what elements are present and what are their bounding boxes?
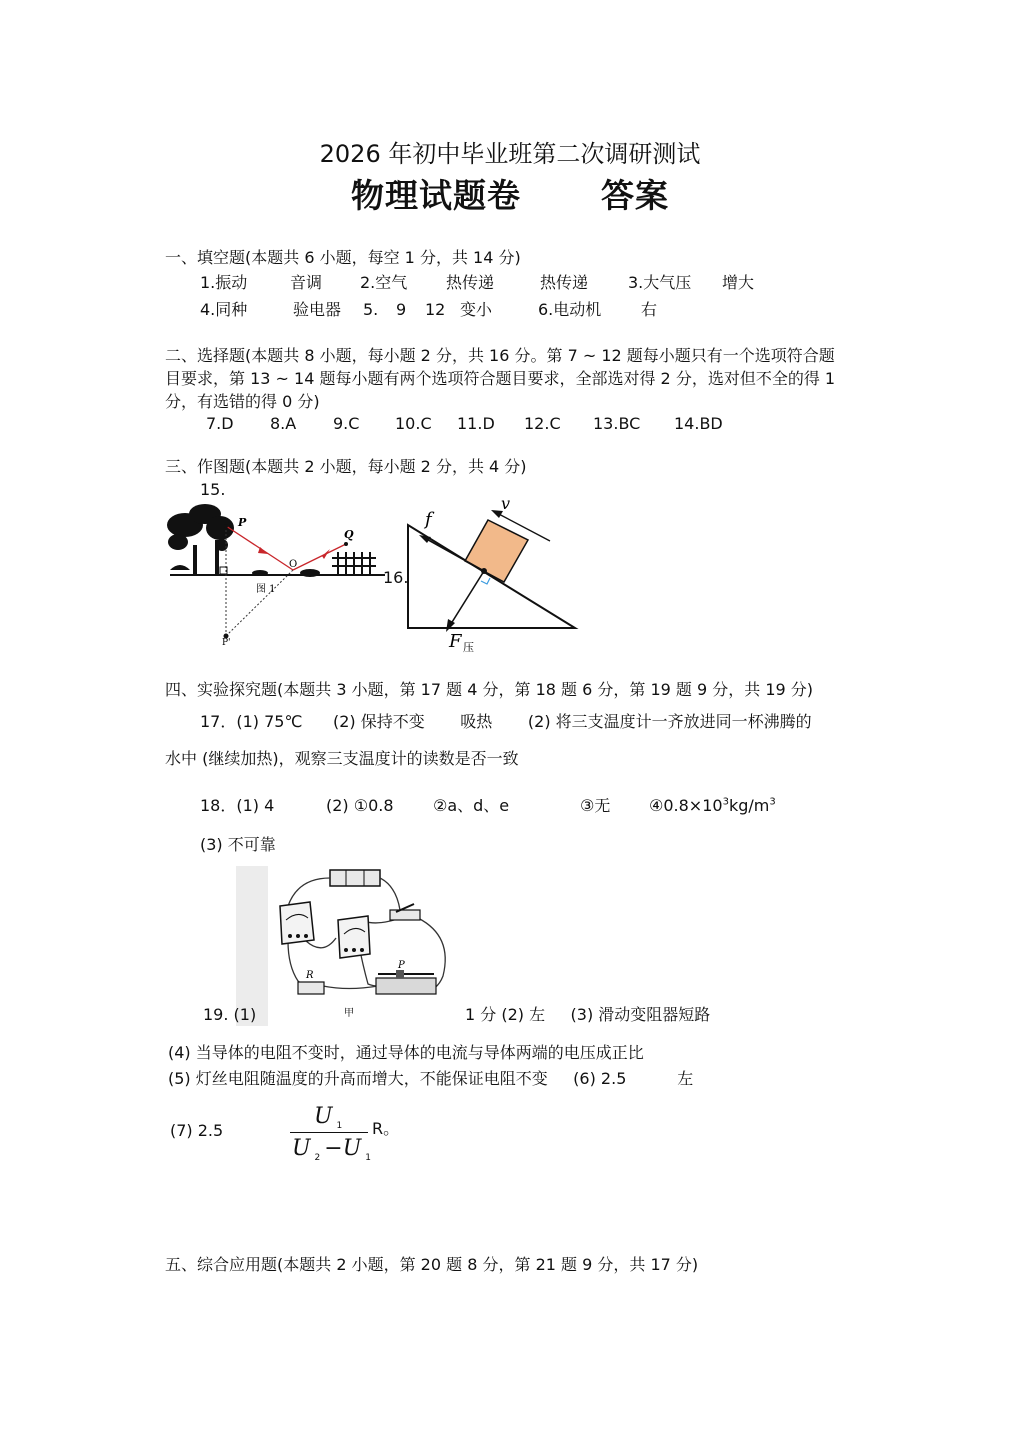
q18-part2c: ③无 <box>580 796 611 815</box>
formula-denominator: U $_2$ −U $_1$ <box>292 1136 371 1164</box>
section2-heading-line1: 二、选择题(本题共 8 小题，每小题 2 分，共 16 分。第 7 ~ 12 题每小题只有一个选项符合题 <box>165 346 835 365</box>
question-number: 15. <box>200 480 226 499</box>
block-fill <box>465 520 528 582</box>
choice-answer: 11.D <box>457 414 495 433</box>
section2-heading-line2: 目要求，第 13 ~ 14 题每小题有两个选项符合题目要求，全部选对得 2 分，选对但不全的得 1 <box>165 369 836 388</box>
section4-heading: 四、实验探究题(本题共 3 小题，第 17 题 4 分，第 18 题 6 分，第 19 题 9 分，共 19 分) <box>165 680 814 699</box>
label-v: v <box>501 495 511 513</box>
q19-part4: (4) 当导体的电阻不变时，通过导体的电流与导体两端的电压成正比 <box>168 1043 644 1062</box>
q18-part1: 18．(1) 4 <box>200 796 275 815</box>
answer-item: 9 <box>396 300 407 319</box>
answer-item: 2.空气 <box>360 273 408 292</box>
label-p-prime: P' <box>222 638 231 648</box>
battery-icon <box>330 870 380 886</box>
answer-item: 增大 <box>722 273 755 292</box>
choice-answer: 13.BC <box>593 414 641 433</box>
exam-title: 2026 年初中毕业班第二次调研测试 <box>319 140 701 168</box>
circuit-caption: 甲 <box>344 1008 354 1019</box>
tree-icon <box>167 504 234 575</box>
circuit-diagram <box>268 866 458 1026</box>
resistor-icon <box>298 982 324 994</box>
switch-icon <box>390 904 420 920</box>
answer-item: 验电器 <box>293 300 342 319</box>
q19-part1: 19. (1) <box>203 1005 257 1024</box>
subtitle-right: 答案 <box>601 176 669 215</box>
answer-item: 6.电动机 <box>538 300 602 319</box>
voltmeter-icon <box>338 916 370 958</box>
answer-item: 变小 <box>460 300 493 319</box>
formula-numerator: U $_1$ <box>314 1104 343 1132</box>
answer-item: 右 <box>641 300 658 319</box>
circuit-photo-margin <box>236 866 268 1026</box>
exam-subtitle <box>0 176 1020 216</box>
label-o: O <box>289 559 298 570</box>
q17-line1: 17．(1) 75℃ (2) 保持不变 吸热 (2) 将三支温度计一齐放进同一杯沸腾的 <box>200 712 812 731</box>
label-p: P <box>238 516 247 529</box>
q18-part2: (2) ①0.8 <box>326 796 394 815</box>
choice-answer: 8.A <box>270 414 297 433</box>
choice-answer: 14.BD <box>674 414 723 433</box>
label-q: Q <box>344 528 354 541</box>
answer-item: 4.同种 <box>200 300 248 319</box>
ammeter-icon <box>280 902 314 944</box>
answer-item: 音调 <box>290 273 323 292</box>
rheostat-label: P <box>398 960 405 971</box>
rheostat-icon <box>376 970 436 994</box>
figure-caption: 图 1 <box>256 584 276 595</box>
choice-answer: 12.C <box>524 414 561 433</box>
section1-heading: 一、填空题(本题共 6 小题，每空 1 分，共 14 分) <box>165 248 521 267</box>
subtitle-left: 物理试题卷 <box>351 176 521 215</box>
resistor-label: R <box>306 970 314 981</box>
choice-answer: 7.D <box>206 414 234 433</box>
label-f: f <box>425 509 432 530</box>
reflection-diagram <box>160 500 385 650</box>
q18-part2d: $④0.8\times 10^3kg/m^3$ <box>649 796 776 815</box>
q19-part7: (7) 2.5 <box>170 1121 224 1140</box>
q18-part2b: ②a、d、e <box>433 796 510 815</box>
formula-fraction <box>290 1104 370 1164</box>
q19-part5: (5) 灯丝电阻随温度的升高而增大，不能保证电阻不变 (6) 2.5 左 <box>168 1069 694 1088</box>
answer-item: 5. <box>363 300 379 319</box>
label-f-pressure: F <box>449 631 462 652</box>
choice-answer: 9.C <box>333 414 360 433</box>
q19-rest: 1 分 (2) 左 (3) 滑动变阻器短路 <box>465 1005 711 1024</box>
answer-item: 1.振动 <box>200 273 248 292</box>
answer-item: 12 <box>425 300 446 319</box>
section2-heading-line3: 分，有选错的得 0 分) <box>165 392 320 411</box>
fence-icon <box>332 552 376 575</box>
incline-diagram <box>405 495 585 655</box>
q17-line2: 水中 (继续加热)，观察三支温度计的读数是否一致 <box>165 749 519 768</box>
question-number: 16. <box>383 568 409 587</box>
formula-tail: R。 <box>372 1119 400 1138</box>
section5-heading: 五、综合应用题(本题共 2 小题，第 20 题 8 分，第 21 题 9 分，共 17 分) <box>165 1255 699 1274</box>
q18-part3: (3) 不可靠 <box>200 835 276 854</box>
block <box>465 520 528 582</box>
answer-item: 3.大气压 <box>628 273 692 292</box>
choice-answer: 10.C <box>395 414 432 433</box>
answer-item: 热传递 <box>540 273 589 292</box>
label-f-pressure-sub: 压 <box>463 641 474 654</box>
section3-heading: 三、作图题(本题共 2 小题，每小题 2 分，共 4 分) <box>165 457 527 476</box>
answer-item: 热传递 <box>446 273 495 292</box>
